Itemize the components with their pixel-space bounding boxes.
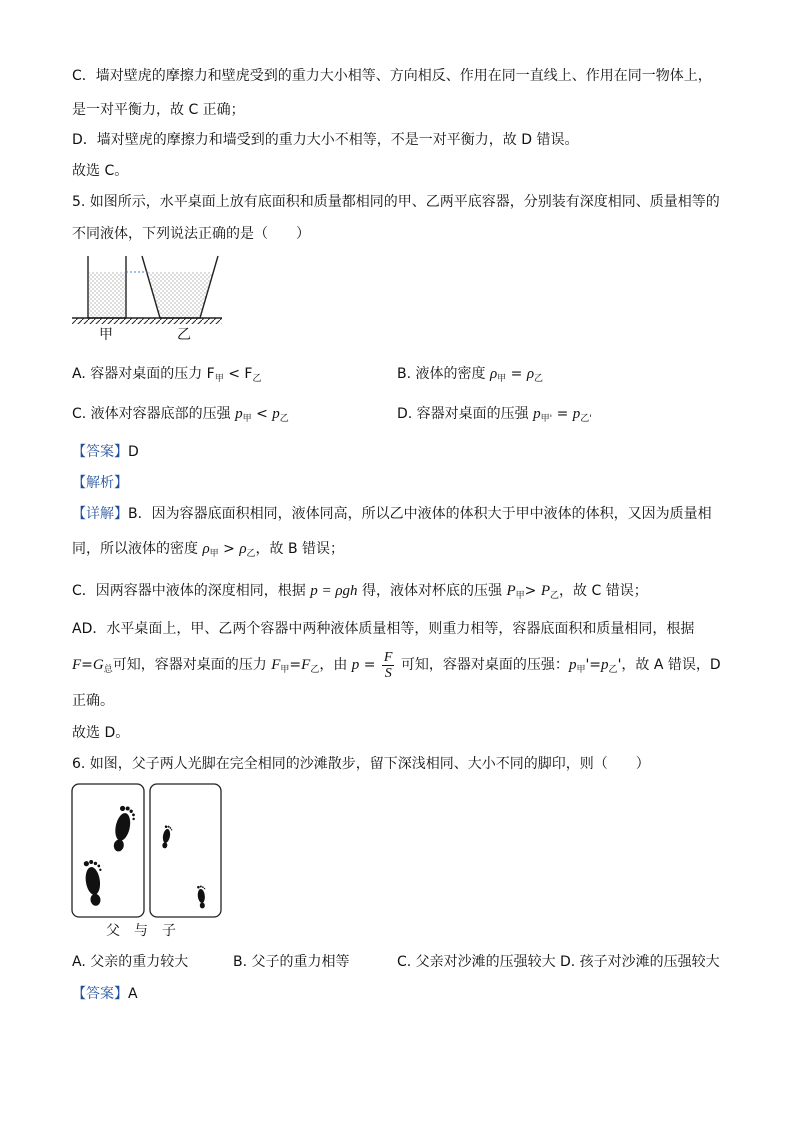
text-line: C．因两容器中液体的深度相同，根据 p = ρgh 得，液体对杯底的压强 $P_甲> P_乙$，故 C 错误； [72, 583, 648, 601]
text-line: 正确。 [72, 693, 114, 709]
footprints-figure [70, 783, 224, 919]
label-jia: 甲 [99, 327, 113, 343]
option-a: A. 容器对桌面的压力 $F_甲 < F_乙$ [72, 366, 262, 384]
question-stem: 5. 如图所示，水平桌面上放有底面积和质量都相同的甲、乙两平底容器，分别装有深度相同、质量相等的 [72, 194, 720, 210]
answer-line [72, 443, 139, 461]
containers-figure [70, 254, 226, 326]
option-c: C. 液体对容器底部的压强 $p_甲 < p_乙$ [72, 406, 289, 424]
answer-value: D [128, 444, 139, 460]
answer-value: A [128, 986, 138, 1002]
detail-line: 【详解】B．因为容器底面积相同，液体同高，所以乙中液体的体积大于甲中液体的体积，又因为质量相 [72, 506, 712, 522]
detail-tag: 【详解】 [72, 506, 128, 522]
text-line: 是一对平衡力，故 C 正确； [72, 102, 245, 118]
answer-tag: 【答案】 [72, 986, 128, 1002]
option-c: C. 父亲对沙滩的压强较大 [397, 954, 556, 970]
father-panel [72, 784, 144, 917]
text-line: D．墙对壁虎的摩擦力和墙受到的重力大小不相等，不是一对平衡力，故 D 错误。 [72, 132, 579, 148]
label-yi: 乙 [177, 327, 191, 343]
option-d: D. 孩子对沙滩的压强较大 [560, 954, 720, 970]
figure-caption: 父 与 子 [106, 923, 176, 939]
question-stem: 不同液体，下列说法正确的是（ ） [72, 226, 310, 242]
answer-line [72, 985, 138, 1003]
text-line: 故选 C。 [72, 163, 129, 179]
answer-tag: 【答案】 [72, 444, 128, 460]
text-line: 故选 D。 [72, 725, 130, 741]
text-line: $F=G_总$可知，容器对桌面的压力 $F_甲=F_乙$，由 p = $\frac{F}{S}$ 可知，容器对桌面的压强：$p_甲'=p_乙'$，故 A 错误，D [72, 649, 721, 681]
text-line: C．墙对壁虎的摩擦力和壁虎受到的重力大小相等、方向相反、作用在同一直线上、作用在同一物体上， [72, 68, 712, 84]
fraction-f-over-s: $\frac{F}{S}$ [383, 649, 393, 681]
option-b: B. 父子的重力相等 [233, 954, 350, 970]
table-hatch [72, 318, 222, 324]
option-d: D. 容器对桌面的压强 $p_{甲'} = p_{乙'}$ [397, 406, 592, 424]
analysis-heading: 【解析】 [72, 475, 128, 491]
liquid-jia [89, 272, 125, 318]
question-stem: 6. 如图，父子两人光脚在完全相同的沙滩散步，留下深浅相同、大小不同的脚印，则（ ） [72, 756, 650, 772]
text-line: 同，所以液体的密度 $\rho_甲 > \rho_乙$，故 B 错误； [72, 541, 345, 559]
option-a: A. 父亲的重力较大 [72, 954, 189, 970]
option-b: B. 液体的密度 $\rho_甲 = \rho_乙$ [397, 366, 544, 384]
son-panel [150, 784, 221, 917]
text-line: AD．水平桌面上，甲、乙两个容器中两种液体质量相等，则重力相等，容器底面积和质量相同，根据 [72, 621, 695, 637]
